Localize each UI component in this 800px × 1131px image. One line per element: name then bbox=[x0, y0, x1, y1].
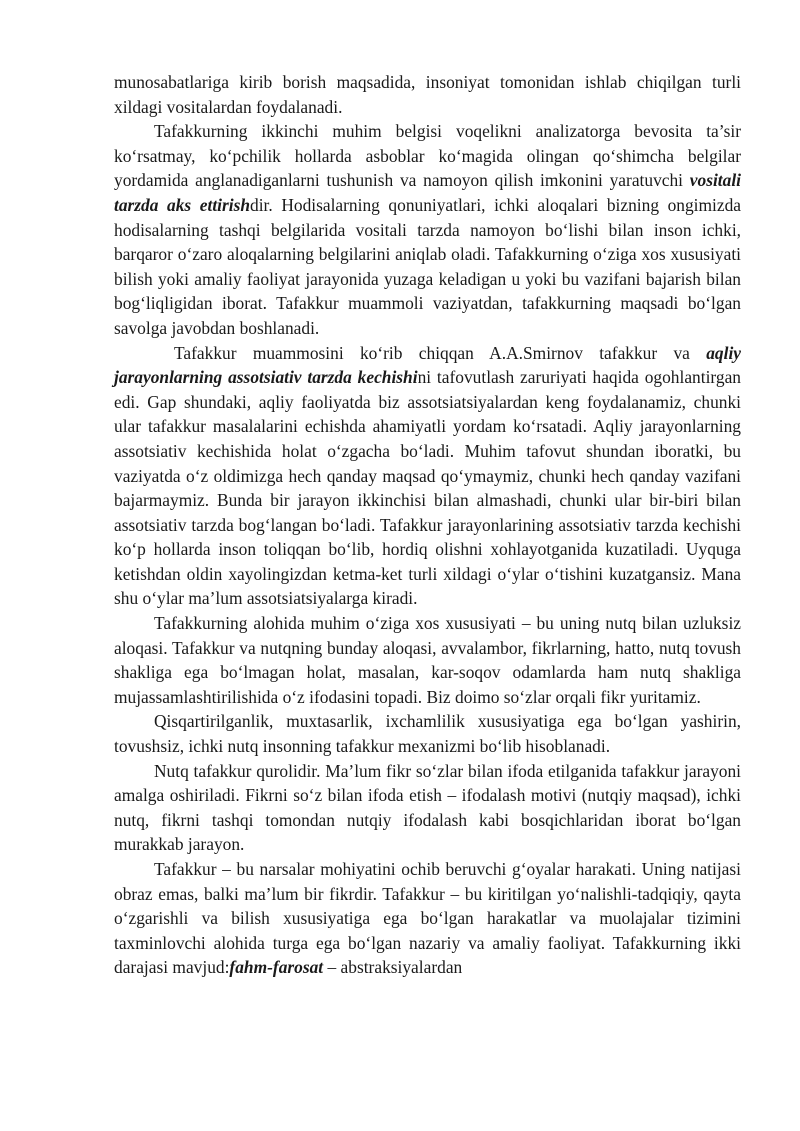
paragraph-6 bbox=[114, 759, 741, 857]
paragraph-2 bbox=[114, 119, 741, 340]
paragraph-2-text-b: dir. Hodisalarning qonuniyatlari, ichki aloqalari bizning ongimizda hodisalarning tashqi belgilarida vositali tarzda namoyon bo‘lishi bilan inson ichki, barqaror o‘zaro aloqalarning belgilarini aniqlab oladi. Tafakkurning o‘ziga xos xususiyati bilish yoki amaliy faoliyat jarayonida yuzaga keladigan u yoki bu vazifani bajarish bilan bog‘liqligidan iborat. Tafakkur muammoli vaziyatdan, tafakkurning maqsadi bo‘lgan savolga javobdan boshlanadi. bbox=[114, 194, 741, 338]
paragraph-1 bbox=[114, 70, 741, 119]
paragraph-7 bbox=[114, 857, 741, 980]
paragraph-2-text-a: Tafakkurning ikkinchi muhim belgisi voqelikni analizatorga bevosita ta’sir ko‘rsatmay, ko‘pchilik hollarda asboblar ko‘magida olingan qo‘shimcha belgilar yordamida anglanadiganlarni tushunish va namoyon qilish imkonini yaratuvchi bbox=[114, 121, 741, 191]
paragraph-7-emphasis: fahm-farosat bbox=[229, 957, 324, 978]
paragraph-4 bbox=[114, 611, 741, 709]
paragraph-2-emphasis: vositali tarzda aks ettirish bbox=[114, 170, 741, 215]
paragraph-6-text: Nutq tafakkur qurolidir. Ma’lum fikr so‘zlar bilan ifoda etilganida tafakkur jarayoni amalga oshiriladi. Fikrni so‘z bilan ifoda etish – ifodalash motivi (nutqiy maqsad), ichki nutq, fikrni tashqi tomondan nutqiy ifodalash kabi bosqichlaridan iborat bo‘lgan murakkab jarayon. bbox=[114, 760, 741, 855]
paragraph-3-text-a: Tafakkur muammosini ko‘rib chiqqan A.A.Smirnov tafakkur va bbox=[174, 342, 707, 363]
paragraph-7-text-b: – abstraksiyalardan bbox=[323, 957, 463, 978]
paragraph-4-text: Tafakkurning alohida muhim o‘ziga xos xususiyati – bu uning nutq bilan uzluksiz aloqasi. Tafakkur va nutqning bunday aloqasi, avvalambor, fikrlarning, hatto, nutq tovush shakliga ega bo‘lmagan holat, masalan, kar-soqov odamlarda ham nutq shakliga mujassamlashtirilishida o‘z ifodasini topadi. Biz doimo so‘zlar orqali fikr yuritamiz. bbox=[114, 613, 741, 707]
paragraph-3-text-b: ni tafovutlash zaruriyati haqida ogohlantirgan edi. Gap shundaki, aqliy faoliyatda biz assotsiatsiyalardan keng foydalanamiz, chunki ular tafakkur masalalarini echishda ahamiyatli yordam ko‘rsatadi. Aqliy jarayonlarning assotsiativ kechishida holat o‘zgacha bo‘ladi. Muhim tafovut shundan iboratki, bu vaziyatda o‘z oldimizga hech qanday maqsad qo‘ymaymiz, chunki hech qanday vazifani bajarmaymiz. Bunda bir jarayon ikkinchisi bilan almashadi, chunki ular bir-biri bilan assotsiativ tarzda bog‘langan bo‘ladi. Tafakkur jarayonlarining assotsiativ tarzda kechishi ko‘p hollarda inson toliqqan bo‘lib, hordiq olishni xohlayotganida kuzatiladi. Uyquga ketishdan oldin xayolingizdan ketma-ket turli xildagi o‘ylar o‘tishini kuzatgansiz. Mana shu o‘ylar ma’lum assotsiatsiyalarga kiradi. bbox=[114, 367, 741, 609]
paragraph-5-text: Qisqartirilganlik, muxtasarlik, ixchamlilik xususiyatiga ega bo‘lgan yashirin, tovushsiz, ichki nutq insonning tafakkur mexanizmi bo‘lib hisoblanadi. bbox=[114, 711, 741, 757]
paragraph-5 bbox=[114, 709, 741, 758]
paragraph-3 bbox=[114, 341, 741, 612]
paragraph-3-emphasis: aqliy jarayonlarning assotsiativ tarzda kechishi bbox=[114, 342, 741, 388]
paragraph-1-text: munosabatlariga kirib borish maqsadida, insoniyat tomonidan ishlab chiqilgan turli xildagi vositalardan foydalanadi. bbox=[114, 72, 741, 117]
document-page bbox=[114, 70, 741, 980]
paragraph-7-text-a: Tafakkur – bu narsalar mohiyatini ochib beruvchi g‘oyalar harakati. Uning natijasi obraz emas, balki ma’lum bir fikrdir. Tafakkur – bu kiritilgan yo‘nalishli-tadqiqiy, qayta o‘zgarishli va bilish xususiyatiga ega bo‘lgan harakatlar va muolajalar tizimini taxminlovchi alohida turga ega bo‘lgan nazariy va amaliy faoliyat. Tafakkurning ikki darajasi mavjud: bbox=[114, 859, 741, 978]
